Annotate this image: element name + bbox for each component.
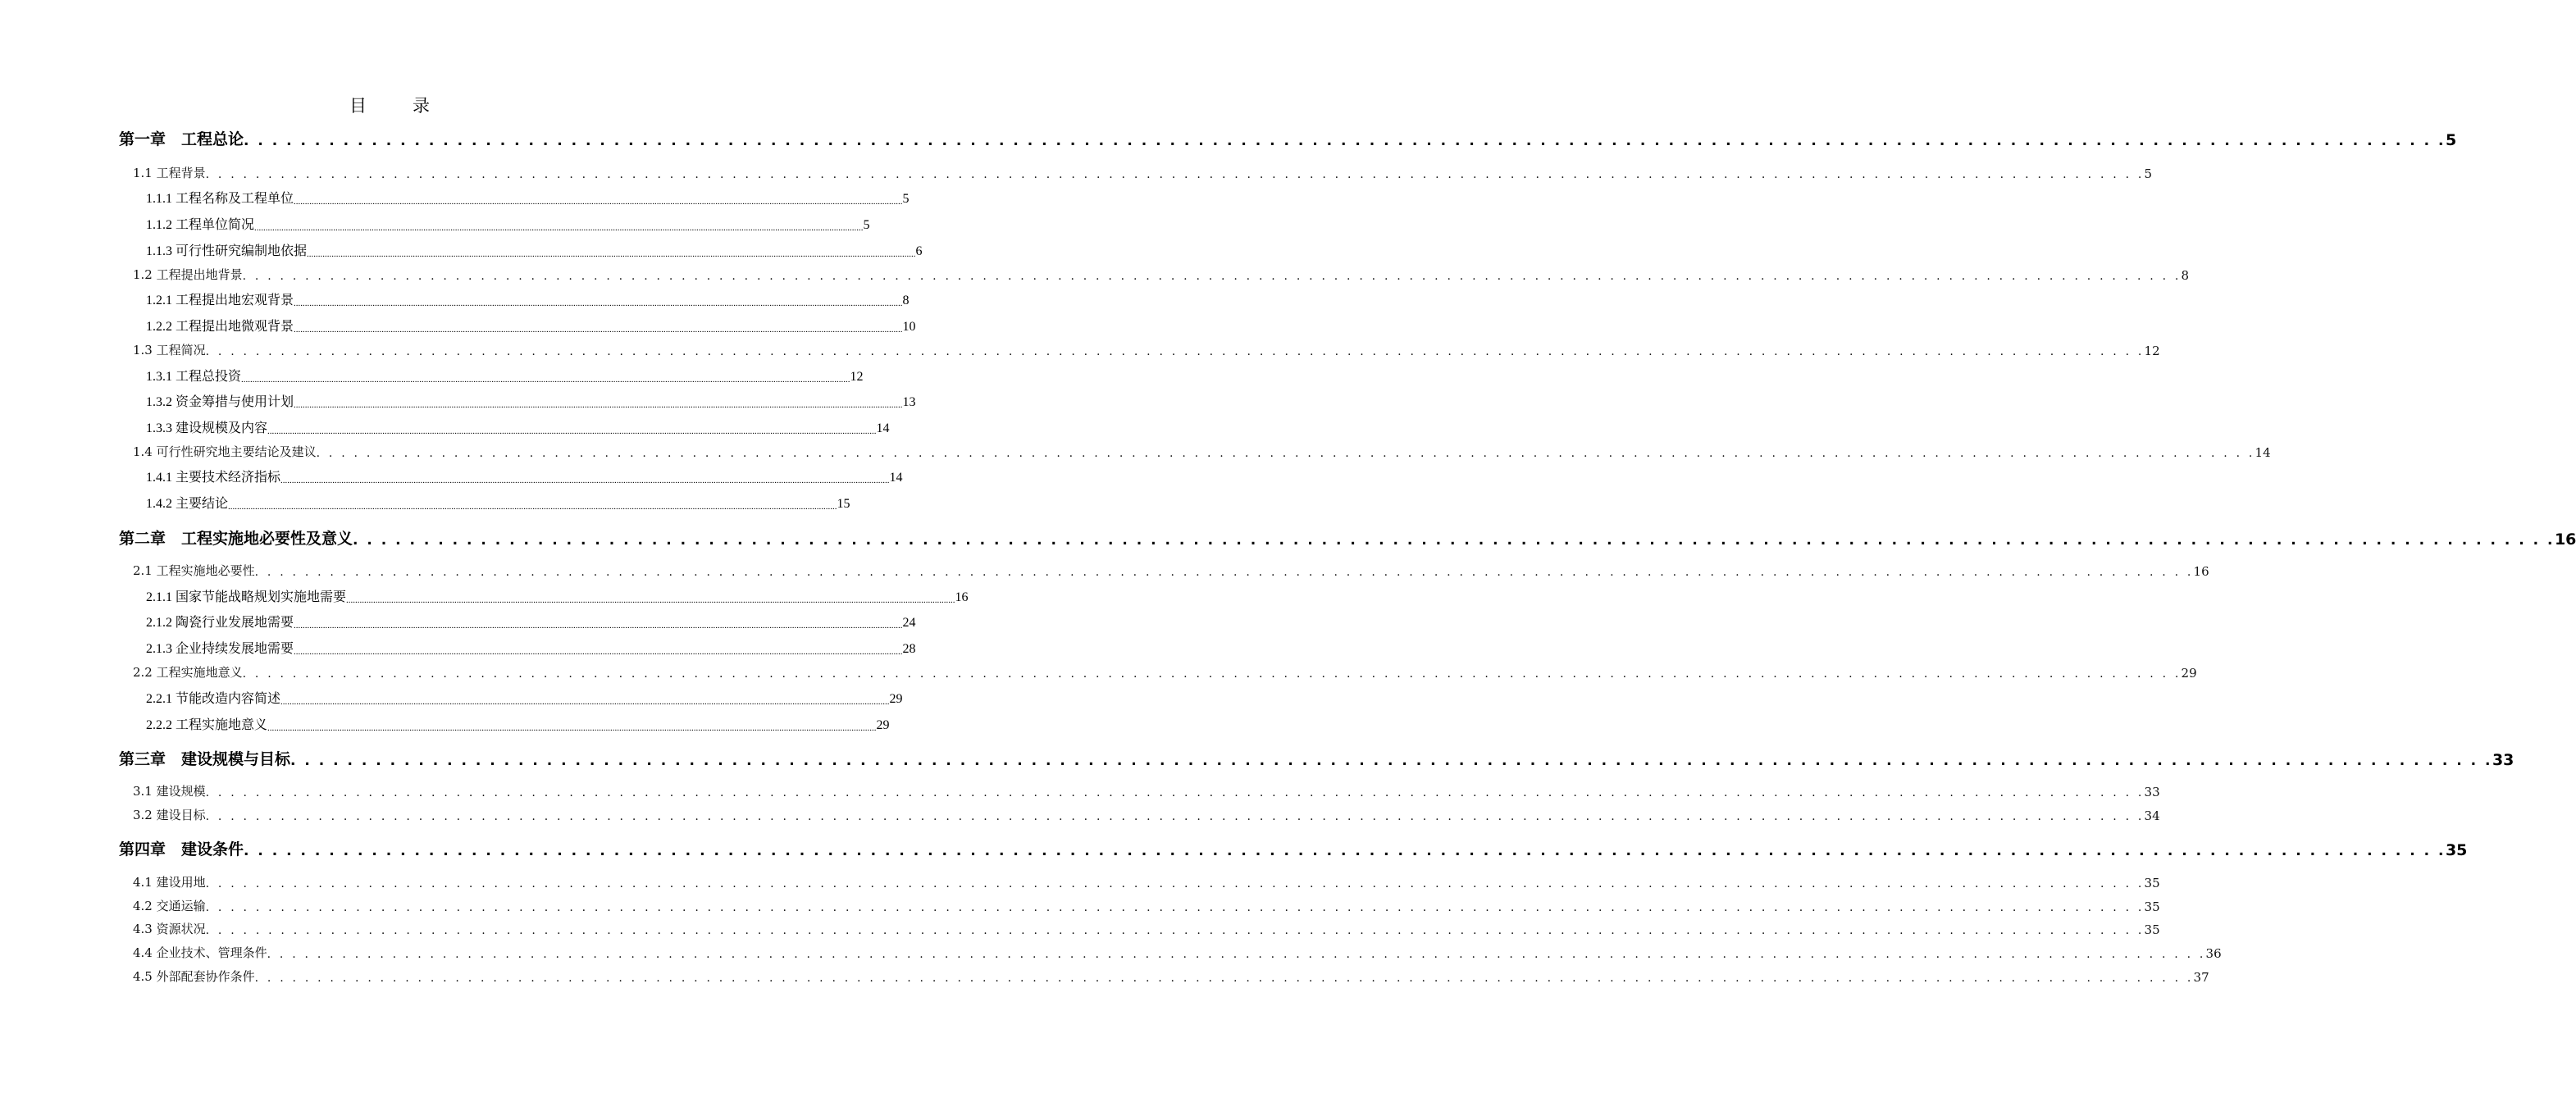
toc-page-number: 5: [863, 218, 870, 232]
toc-page-number: 35: [2144, 922, 2160, 937]
toc-page-number: 33: [2144, 785, 2160, 799]
toc-page-number: 14: [2255, 445, 2271, 460]
toc-dot-leader: . . . . . . . . . . . . . . . . . . . . . . . . . . . . . . . . . . . . . . . . . . . . . . . . . . . . . . . . . . . . . . . . . . . . . . . . . . . . . . . . . . . . . . . . . . . . . . . . . . . . . . . . . . . . . . . . . . . . . . . . . . . . . . . . . . . . . . . . . . . . . . . . . . . . . . . . . . .: [353, 532, 2555, 549]
toc-dot-leader: ..............................................................................................................................................................................................................................................................................: [254, 223, 864, 233]
toc-dot-leader: ..............................................................................................................................................................................................................................................................................: [294, 400, 903, 410]
toc-chapter-entry[interactable]: [119, 527, 2576, 549]
toc-entry-label: 2.1.1 国家节能战略规划实施地需要: [146, 590, 347, 604]
toc-section-entry[interactable]: [133, 444, 2271, 460]
toc-subsection-entry[interactable]: [146, 587, 969, 605]
toc-dot-leader: . . . . . . . . . . . . . . . . . . . . . . . . . . . . . . . . . . . . . . . . . . . . . . . . . . . . . . . . . . . . . . . . . . . . . . . . . . . . . . . . . . . . . . . . . . . . . . . . . . . . . . . . . . . . . . . . . . . . . . . . . . . . . . . . . . . . . . . . . . . . . . . . . . . . . . . . . . .: [316, 447, 2255, 460]
toc-entry-label: 4.5 外部配套协作条件: [133, 969, 255, 984]
toc-entry-label: 1.2.1 工程提出地宏观背景: [146, 294, 294, 307]
toc-entry-label: 2.2 工程实施地意义: [133, 665, 243, 680]
toc-subsection-entry[interactable]: [146, 494, 850, 512]
toc-page-number: 29: [876, 718, 890, 732]
toc-dot-leader: . . . . . . . . . . . . . . . . . . . . . . . . . . . . . . . . . . . . . . . . . . . . . . . . . . . . . . . . . . . . . . . . . . . . . . . . . . . . . . . . . . . . . . . . . . . . . . . . . . . . . . . . . . . . . . . . . . . . . . . . . . . . . . . . . . . . . . . . . . . . . . . . . . . . . . . . . . .: [205, 786, 2145, 799]
toc-dot-leader: . . . . . . . . . . . . . . . . . . . . . . . . . . . . . . . . . . . . . . . . . . . . . . . . . . . . . . . . . . . . . . . . . . . . . . . . . . . . . . . . . . . . . . . . . . . . . . . . . . . . . . . . . . . . . . . . . . . . . . . . . . . . . . . . . . . . . . . . . . . . . . . . . . . . . . . . . . .: [254, 972, 2194, 985]
toc-entry-label: 2.2.1 节能改造内容简述: [146, 692, 281, 706]
toc-entry-label: 1.1.2 工程单位简况: [146, 218, 255, 232]
toc-entry-label: 1.1.1 工程名称及工程单位: [146, 192, 294, 206]
toc-dot-leader: . . . . . . . . . . . . . . . . . . . . . . . . . . . . . . . . . . . . . . . . . . . . . . . . . . . . . . . . . . . . . . . . . . . . . . . . . . . . . . . . . . . . . . . . . . . . . . . . . . . . . . . . . . . . . . . . . . . . . . . . . . . . . . . . . . . . . . . . . . . . . . . . . . . . . . . . . . .: [290, 753, 2492, 769]
toc-page-number: 34: [2144, 808, 2160, 823]
toc-page-number: 8: [2181, 268, 2190, 283]
toc-dot-leader: . . . . . . . . . . . . . . . . . . . . . . . . . . . . . . . . . . . . . . . . . . . . . . . . . . . . . . . . . . . . . . . . . . . . . . . . . . . . . . . . . . . . . . . . . . . . . . . . . . . . . . . . . . . . . . . . . . . . . . . . . . . . . . . . . . . . . . . . . . . . . . . . . . . . . . . . . . .: [205, 810, 2145, 823]
toc-subsection-entry[interactable]: [146, 418, 890, 436]
toc-dot-leader: ..............................................................................................................................................................................................................................................................................: [267, 426, 877, 436]
toc-entry-label: 3.2 建设目标: [133, 808, 206, 822]
toc-subsection-entry[interactable]: [146, 689, 903, 707]
toc-entry-label: 2.2.2 工程实施地意义: [146, 718, 268, 732]
toc-page-number: 28: [902, 642, 916, 656]
toc-page-number: 12: [850, 370, 864, 384]
toc-entry-label: 3.1 建设规模: [133, 784, 206, 799]
toc-chapter-entry[interactable]: [119, 838, 2468, 859]
toc-dot-leader: ..............................................................................................................................................................................................................................................................................: [241, 375, 850, 385]
toc-dot-leader: ..............................................................................................................................................................................................................................................................................: [267, 723, 877, 733]
toc-dot-leader: ..............................................................................................................................................................................................................................................................................: [307, 249, 916, 259]
toc-page-number: 8: [902, 294, 910, 307]
toc-subsection-entry[interactable]: [146, 189, 910, 207]
toc-section-entry[interactable]: [133, 342, 2160, 358]
toc-subsection-entry[interactable]: [146, 639, 916, 657]
toc-title: 目录: [349, 96, 476, 116]
toc-dot-leader: . . . . . . . . . . . . . . . . . . . . . . . . . . . . . . . . . . . . . . . . . . . . . . . . . . . . . . . . . . . . . . . . . . . . . . . . . . . . . . . . . . . . . . . . . . . . . . . . . . . . . . . . . . . . . . . . . . . . . . . . . . . . . . . . . . . . . . . . . . . . . . . . . . . . . . . . . . .: [267, 948, 2206, 961]
toc-section-entry[interactable]: [133, 968, 2209, 985]
toc-section-entry[interactable]: [133, 266, 2190, 283]
toc-dot-leader: . . . . . . . . . . . . . . . . . . . . . . . . . . . . . . . . . . . . . . . . . . . . . . . . . . . . . . . . . . . . . . . . . . . . . . . . . . . . . . . . . . . . . . . . . . . . . . . . . . . . . . . . . . . . . . . . . . . . . . . . . . . . . . . . . . . . . . . . . . . . . . . . . . . . . . . . . . .: [242, 270, 2182, 283]
toc-chapter-entry[interactable]: [119, 128, 2457, 149]
toc-page-number: 14: [889, 471, 903, 485]
toc-page-number: 16: [955, 590, 969, 604]
toc-page-number: 5: [902, 192, 910, 206]
toc-dot-leader: ..............................................................................................................................................................................................................................................................................: [228, 502, 837, 512]
toc-entry-label: 4.2 交通运输: [133, 899, 206, 913]
toc-dot-leader: ..............................................................................................................................................................................................................................................................................: [346, 595, 955, 605]
toc-section-entry[interactable]: [133, 783, 2160, 799]
toc-dot-leader: ..............................................................................................................................................................................................................................................................................: [294, 325, 903, 335]
toc-page-number: 33: [2492, 751, 2514, 769]
toc-dot-leader: ..............................................................................................................................................................................................................................................................................: [294, 621, 903, 631]
toc-entry-label: 1.3.1 工程总投资: [146, 370, 242, 384]
toc-entry-label: 4.4 企业技术、管理条件: [133, 945, 267, 960]
toc-page-number: 16: [2193, 564, 2209, 579]
toc-dot-leader: ..............................................................................................................................................................................................................................................................................: [294, 647, 903, 657]
toc-subsection-entry[interactable]: [146, 392, 916, 410]
toc-page-number: 13: [902, 395, 916, 409]
toc-dot-leader: . . . . . . . . . . . . . . . . . . . . . . . . . . . . . . . . . . . . . . . . . . . . . . . . . . . . . . . . . . . . . . . . . . . . . . . . . . . . . . . . . . . . . . . . . . . . . . . . . . . . . . . . . . . . . . . . . . . . . . . . . . . . . . . . . . . . . . . . . . . . . . . . . . . . . . . . . . .: [242, 667, 2182, 681]
toc-page-number: 29: [2181, 666, 2197, 681]
toc-dot-leader: . . . . . . . . . . . . . . . . . . . . . . . . . . . . . . . . . . . . . . . . . . . . . . . . . . . . . . . . . . . . . . . . . . . . . . . . . . . . . . . . . . . . . . . . . . . . . . . . . . . . . . . . . . . . . . . . . . . . . . . . . . . . . . . . . . . . . . . . . . . . . . . . . . . . . . . . . . .: [205, 345, 2145, 358]
toc-entry-label: 1.3.2 资金筹措与使用计划: [146, 395, 294, 409]
toc-dot-leader: . . . . . . . . . . . . . . . . . . . . . . . . . . . . . . . . . . . . . . . . . . . . . . . . . . . . . . . . . . . . . . . . . . . . . . . . . . . . . . . . . . . . . . . . . . . . . . . . . . . . . . . . . . . . . . . . . . . . . . . . . . . . . . . . . . . . . . . . . . . . . . . . . . . . . . . . . . .: [244, 133, 2446, 149]
toc-dot-leader: . . . . . . . . . . . . . . . . . . . . . . . . . . . . . . . . . . . . . . . . . . . . . . . . . . . . . . . . . . . . . . . . . . . . . . . . . . . . . . . . . . . . . . . . . . . . . . . . . . . . . . . . . . . . . . . . . . . . . . . . . . . . . . . . . . . . . . . . . . . . . . . . . . . . . . . . . . .: [205, 877, 2145, 890]
toc-entry-label: 1.2.2 工程提出地微观背景: [146, 320, 294, 334]
toc-dot-leader: ..............................................................................................................................................................................................................................................................................: [294, 197, 903, 207]
toc-section-entry[interactable]: [133, 898, 2160, 914]
toc-dot-leader: . . . . . . . . . . . . . . . . . . . . . . . . . . . . . . . . . . . . . . . . . . . . . . . . . . . . . . . . . . . . . . . . . . . . . . . . . . . . . . . . . . . . . . . . . . . . . . . . . . . . . . . . . . . . . . . . . . . . . . . . . . . . . . . . . . . . . . . . . . . . . . . . . . . . . . . . . . .: [254, 566, 2194, 579]
toc-page-number: 35: [2144, 899, 2160, 914]
toc-page-number: 16: [2554, 531, 2576, 549]
toc-subsection-entry[interactable]: [146, 612, 916, 631]
toc-entry-label: 1.3 工程简况: [133, 343, 206, 357]
toc-entry-label: 2.1.2 陶瓷行业发展地需要: [146, 616, 294, 630]
toc-page-number: 24: [902, 616, 916, 630]
toc-dot-leader: ..............................................................................................................................................................................................................................................................................: [280, 476, 890, 485]
toc-chapter-entry[interactable]: [119, 748, 2514, 769]
toc-page-number: 15: [837, 497, 850, 511]
toc-entry-label: 第一章 工程总论: [119, 130, 244, 148]
toc-page-number: 35: [2144, 876, 2160, 890]
toc-section-entry[interactable]: [133, 165, 2153, 181]
toc-entry-label: 2.1 工程实施地必要性: [133, 563, 255, 578]
toc-entry-label: 第四章 建设条件: [119, 840, 244, 858]
toc-page-number: 12: [2144, 344, 2160, 358]
toc-subsection-entry[interactable]: [146, 467, 903, 485]
toc-page-number: 6: [915, 244, 923, 258]
toc-page-number: 37: [2193, 970, 2209, 985]
toc-page-number: 35: [2445, 841, 2468, 859]
toc-entry-label: 1.1 工程背景: [133, 166, 206, 180]
toc-section-entry[interactable]: [133, 945, 2222, 961]
toc-subsection-entry[interactable]: [146, 290, 910, 308]
toc-section-entry[interactable]: [133, 874, 2160, 890]
toc-entry-label: 1.2 工程提出地背景: [133, 267, 243, 282]
toc-dot-leader: . . . . . . . . . . . . . . . . . . . . . . . . . . . . . . . . . . . . . . . . . . . . . . . . . . . . . . . . . . . . . . . . . . . . . . . . . . . . . . . . . . . . . . . . . . . . . . . . . . . . . . . . . . . . . . . . . . . . . . . . . . . . . . . . . . . . . . . . . . . . . . . . . . . . . . . . . . .: [205, 924, 2145, 937]
toc-section-entry[interactable]: [133, 664, 2197, 681]
toc-entry-label: 第二章 工程实施地必要性及意义: [119, 530, 353, 548]
toc-page-number: 5: [2144, 166, 2153, 181]
toc-subsection-entry[interactable]: [146, 316, 916, 335]
toc-entry-label: 1.1.3 可行性研究编制地依据: [146, 244, 308, 258]
toc-entry-label: 第三章 建设规模与目标: [119, 750, 291, 768]
toc-page-number: 14: [876, 421, 890, 435]
toc-entry-label: 4.3 资源状况: [133, 922, 206, 936]
toc-page-number: 36: [2205, 946, 2222, 961]
toc-subsection-entry[interactable]: [146, 241, 923, 259]
toc-entry-label: 2.1.3 企业持续发展地需要: [146, 642, 294, 656]
toc-entry-label: 1.3.3 建设规模及内容: [146, 421, 268, 435]
toc-page-number: 29: [889, 692, 903, 706]
toc-section-entry[interactable]: [133, 562, 2209, 579]
toc-subsection-entry[interactable]: [146, 715, 890, 733]
toc-entry-label: 1.4.2 主要结论: [146, 497, 229, 511]
toc-section-entry[interactable]: [133, 921, 2160, 937]
toc-dot-leader: ..............................................................................................................................................................................................................................................................................: [294, 298, 903, 308]
toc-entry-label: 1.4.1 主要技术经济指标: [146, 471, 281, 485]
toc-subsection-entry[interactable]: [146, 367, 864, 385]
toc-page-number: 5: [2445, 131, 2457, 149]
toc-entry-label: 1.4 可行性研究地主要结论及建议: [133, 444, 317, 459]
toc-page-number: 10: [902, 320, 916, 334]
toc-section-entry[interactable]: [133, 807, 2160, 823]
toc-dot-leader: . . . . . . . . . . . . . . . . . . . . . . . . . . . . . . . . . . . . . . . . . . . . . . . . . . . . . . . . . . . . . . . . . . . . . . . . . . . . . . . . . . . . . . . . . . . . . . . . . . . . . . . . . . . . . . . . . . . . . . . . . . . . . . . . . . . . . . . . . . . . . . . . . . . . . . . . . . .: [244, 843, 2446, 859]
toc-dot-leader: . . . . . . . . . . . . . . . . . . . . . . . . . . . . . . . . . . . . . . . . . . . . . . . . . . . . . . . . . . . . . . . . . . . . . . . . . . . . . . . . . . . . . . . . . . . . . . . . . . . . . . . . . . . . . . . . . . . . . . . . . . . . . . . . . . . . . . . . . . . . . . . . . . . . . . . . . . .: [205, 901, 2145, 914]
toc-entry-label: 4.1 建设用地: [133, 875, 206, 890]
toc-dot-leader: . . . . . . . . . . . . . . . . . . . . . . . . . . . . . . . . . . . . . . . . . . . . . . . . . . . . . . . . . . . . . . . . . . . . . . . . . . . . . . . . . . . . . . . . . . . . . . . . . . . . . . . . . . . . . . . . . . . . . . . . . . . . . . . . . . . . . . . . . . . . . . . . . . . . . . . . . . .: [205, 168, 2145, 181]
toc-subsection-entry[interactable]: [146, 215, 870, 233]
toc-dot-leader: ..............................................................................................................................................................................................................................................................................: [280, 697, 890, 707]
